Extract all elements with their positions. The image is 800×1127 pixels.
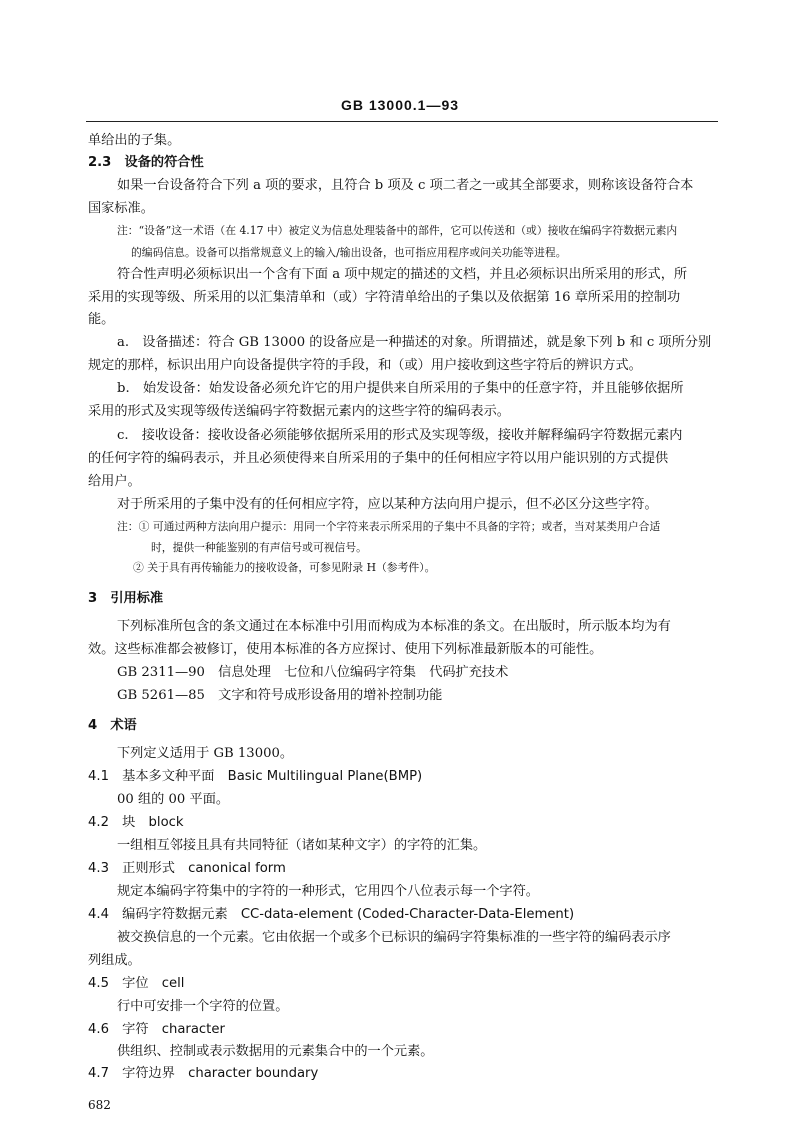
text-line: 的任何字符的编码表示，并且必须使得来自所采用的子集中的任何相应字符以用户能识别的方式提供 xyxy=(88,451,669,466)
note-line: ② 关于具有再传输能力的接收设备，可参见附录 H（参考件）。 xyxy=(133,561,436,574)
text-line: 国家标准。 xyxy=(88,201,154,216)
text-line: 下列定义适用于 GB 13000。 xyxy=(117,746,294,761)
text-line: 采用的形式及实现等级传送编码字符数据元素内的这些字符的编码表示。 xyxy=(88,404,510,419)
text-line: 如果一台设备符合下列 a 项的要求，且符合 b 项及 c 项二者之一或其全部要求，则称该设备符合本 xyxy=(117,178,694,193)
term-heading-4-6: 4.6 字符 character xyxy=(88,1022,225,1037)
term-heading-4-5: 4.5 字位 cell xyxy=(88,976,185,991)
text-line: 供组织、控制或表示数据用的元素集合中的一个元素。 xyxy=(117,1044,434,1059)
text-line: 一组相互邻接且具有共同特征（诸如某种文字）的字符的汇集。 xyxy=(117,838,487,853)
term-heading-4-7: 4.7 字符边界 character boundary xyxy=(88,1066,319,1081)
text-line: 给用户。 xyxy=(88,474,141,489)
section-heading-3: 3 引用标准 xyxy=(88,591,164,606)
text-line: 效。这些标准都会被修订，使用本标准的各方应探讨、使用下列标准最新版本的可能性。 xyxy=(88,642,603,657)
text-line: 单给出的子集。 xyxy=(88,133,181,148)
list-item-a: a. 设备描述：符合 GB 13000 的设备应是一种描述的对象。所谓描述，就是象下列 b 和 c 项所分别 xyxy=(117,335,712,350)
note-line: 注：“设备”这一术语（在 4.17 中）被定义为信息处理装备中的部件，它可以传送和（或）接收在编码字符数据元素内 xyxy=(117,224,678,237)
text-line: 对于所采用的子集中没有的任何相应字符，应以某种方法向用户提示，但不必区分这些字符。 xyxy=(117,497,658,512)
header-rule xyxy=(86,121,718,122)
page-number: 682 xyxy=(88,1098,111,1112)
text-line: 下列标准所包含的条文通过在本标准中引用而构成为本标准的条文。在出版时，所示版本均为有 xyxy=(117,619,671,634)
list-item-c: c. 接收设备：接收设备必须能够依据所采用的形式及实现等级，接收并解释编码字符数据元素内 xyxy=(117,428,683,443)
term-heading-4-2: 4.2 块 block xyxy=(88,815,184,830)
text-line: 能。 xyxy=(88,312,115,327)
standard-number-header: GB 13000.1—93 xyxy=(340,97,460,113)
note-line: 的编码信息。设备可以指常规意义上的输入/输出设备，也可指应用程序或问关功能等进程。 xyxy=(131,246,567,259)
section-heading-2-3: 2.3 设备的符合性 xyxy=(88,155,204,170)
reference-line: GB 2311—90 信息处理 七位和八位编码字符集 代码扩充技术 xyxy=(117,665,509,680)
term-heading-4-1: 4.1 基本多文种平面 Basic Multilingual Plane(BMP) xyxy=(88,769,423,784)
term-heading-4-3: 4.3 正则形式 canonical form xyxy=(88,861,286,876)
note-line: 注：① 可通过两种方法向用户提示：用同一个字符来表示所采用的子集中不具备的字符；或者，当对某类用户合适 xyxy=(117,520,661,533)
note-line: 时，提供一种能鉴别的有声信号或可视信号。 xyxy=(151,541,367,554)
text-line: 规定的那样，标识出用户向设备提供字符的手段，和（或）用户接收到这些字符后的辨识方式。 xyxy=(88,358,642,373)
text-line: 00 组的 00 平面。 xyxy=(117,792,230,807)
text-line: 行中可安排一个字符的位置。 xyxy=(117,999,289,1014)
reference-line: GB 5261—85 文字和符号成形设备用的增补控制功能 xyxy=(117,688,443,703)
text-line: 列组成。 xyxy=(88,953,141,968)
text-line: 符合性声明必须标识出一个含有下面 a 项中规定的描述的文档，并且必须标识出所采用的形式，所 xyxy=(117,267,688,282)
text-line: 规定本编码字符集中的字符的一种形式，它用四个八位表示每一个字符。 xyxy=(117,884,539,899)
section-heading-4: 4 术语 xyxy=(88,718,137,733)
term-heading-4-4: 4.4 编码字符数据元素 CC-data-element (Coded-Character-Data-Element) xyxy=(88,907,575,922)
text-line: 被交换信息的一个元素。它由依据一个或多个已标识的编码字符集标准的一些字符的编码表示序 xyxy=(117,930,671,945)
list-item-b: b. 始发设备：始发设备必须允许它的用户提供来自所采用的子集中的任意字符，并且能够依据所 xyxy=(117,381,684,396)
text-line: 采用的实现等级、所采用的以汇集清单和（或）字符清单给出的子集以及依据第 16 章所采用的控制功 xyxy=(88,290,681,305)
